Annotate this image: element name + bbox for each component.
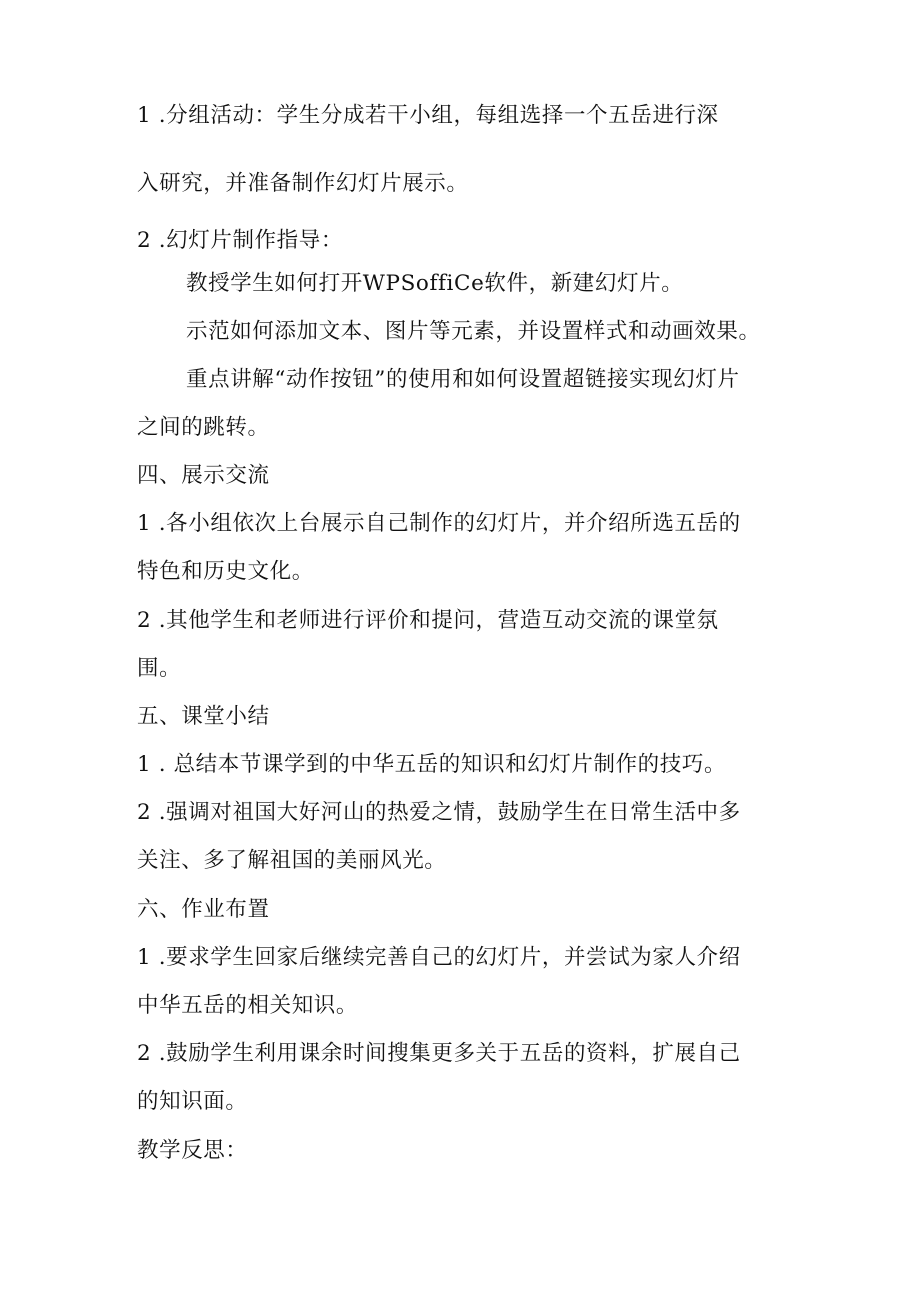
paragraph-line: 之间的跳转。: [137, 415, 270, 440]
paragraph-line: 围。: [137, 656, 182, 681]
section-heading: 五、课堂小结: [137, 704, 270, 729]
paragraph-line: 中华五岳的相关知识。: [137, 993, 359, 1018]
paragraph-line: 示范如何添加文本、图片等元素，并设置样式和动画效果。: [186, 319, 761, 344]
paragraph-line: 的知识面。: [137, 1089, 248, 1114]
paragraph-line: 2 .鼓励学生利用课余时间搜集更多关于五岳的资料，扩展自己: [137, 1041, 741, 1066]
paragraph-line: 特色和历史文化。: [137, 559, 314, 584]
paragraph-line: 2 .强调对祖国大好河山的热爱之情，鼓励学生在日常生活中多: [137, 800, 741, 825]
paragraph-line: 1 .要求学生回家后继续完善自己的幻灯片，并尝试为家人介绍: [137, 945, 741, 970]
list-item-heading: 2 .幻灯片制作指导：: [137, 228, 343, 253]
paragraph-line: 教授学生如何打开WPSoffiCe软件，新建幻灯片。: [186, 271, 684, 296]
section-heading: 教学反思：: [137, 1138, 248, 1163]
paragraph-line: 2 .其他学生和老师进行评价和提问，营造互动交流的课堂氛: [137, 608, 719, 633]
paragraph-line: 入研究，并准备制作幻灯片展示。: [137, 171, 469, 196]
paragraph-line: 重点讲解“动作按钮”的使用和如何设置超链接实现幻灯片: [186, 367, 740, 392]
section-heading: 四、展示交流: [137, 463, 270, 488]
section-heading: 六、作业布置: [137, 897, 270, 922]
paragraph-line: 1 .分组活动：学生分成若干小组，每组选择一个五岳进行深: [137, 103, 719, 128]
paragraph-line: 1 . 总结本节课学到的中华五岳的知识和幻灯片制作的技巧。: [137, 752, 727, 777]
paragraph-line: 1 .各小组依次上台展示自己制作的幻灯片，并介绍所选五岳的: [137, 511, 741, 536]
paragraph-line: 关注、多了解祖国的美丽风光。: [137, 848, 447, 873]
